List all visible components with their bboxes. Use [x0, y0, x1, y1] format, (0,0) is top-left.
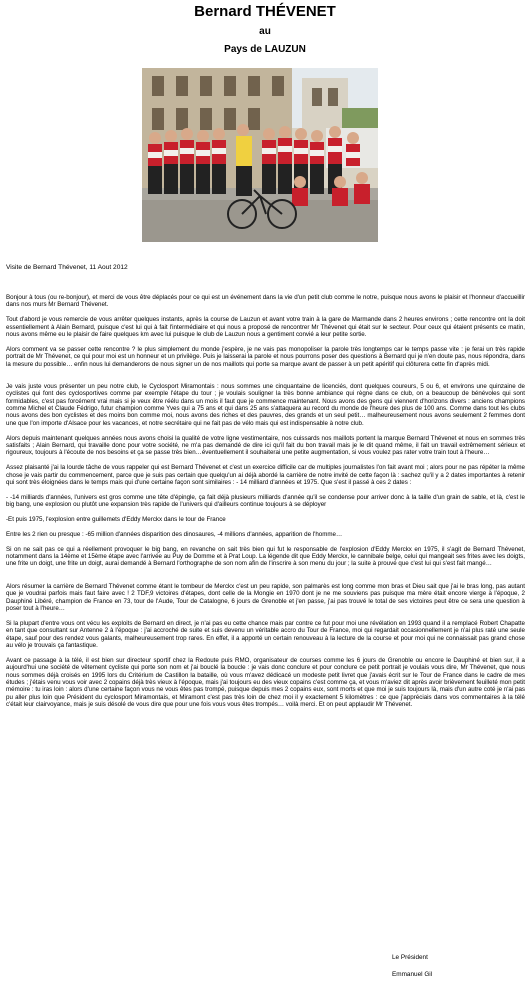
paragraph: -Et puis 1975, l'explosion entre guillemets d'Eddy Merckx dans le tour de France — [6, 516, 226, 524]
group-photo-illustration — [142, 68, 378, 242]
speech-text — [6, 294, 525, 716]
paragraph: Si la plupart d'entre vous ont vécu les exploits de Bernard en direct, je n'ai pas eu cette chance mais par contre ce fut pour moi une révélation en 1993 quand il a remplacé Robert Chapatte en tant que consultant sur Antenne 2 à l'époque : j'ai accroché de suite et suis devenu un véritable accro du Tour de France, moi qui regardait occasionnellement je n'ai plus raté une seule étape, sauf pour des rendez vous galants, malheureusement trop rares. En effet, il a apporté un certain renouveau à la lecture de la course et pour moi qui ne connaissait pas grand chose au vélo je trouvais ça fantastique. — [6, 619, 525, 649]
paragraph: Tout d'abord je vous remercie de vous arrêter quelques instants, après la course de Lauzun et avant votre train à la gare de Marmande dans 2 heures environs ; cette rencontre ont la doit essentiellement à Alain Bernard, puisque c'est lui qui à fait l'intermédiaire et qui nous a proposé de rencontrer Mr Thévenet qui était sur le secteur. Pour ceux qui étaient présents ce matin, nous avons même eu le plaisir de faire quelques km avec lui puisque le club de Lauzun nous a gentiment convié a leur petite sortie. — [6, 316, 525, 339]
paragraph: - -14 milliards d'années, l'univers est gros comme une tête d'épingle, ça fait déjà plusieurs milliards d'année qu'il se condense pour arriver donc à la taille d'un grain de sable, et là, c'est le big bang, une explosion ou plutôt une expansion très rapide de l'univers qui d'ailleurs continue toujours à se déployer — [6, 493, 525, 509]
paragraph: Alors résumer la carrière de Bernard Thévenet comme étant le tombeur de Merckx c'est un peu rapide, son palmarès est long comme mon bras et Dieu sait que j'ai le bras long, pas autant que je voudrai parfois mais faut faire avec ! 2 TDF,9 victoires d'étapes, dont celle de la Mongie en 1970 dont je ne me souviens pas puisque ma mère était encore vierge à l'époque, 2 Dauphiné Libéré, champion de France en 73, tour de l'Aude, Tour de Catalogne, 6 jours de Grenoble et j'en passe, j'ai pas trouvé le total de ses victoires peut être ce sera une question à poser tout à l'heure… — [6, 582, 525, 612]
paragraph: Je vais juste vous présenter un peu notre club, le Cyclosport Miramontais : nous sommes une cinquantaine de licenciés, dont quelques coureurs, 5 ou 6, et environs une quinzaine de cyclistes qui font des cyclosportives comme par exemple l'étape du tour ; je voulais souligner la très bonne ambiance qui règne dans ce club, on a beaucoup de bénévoles qui sont formidables, c'est pas forcément vrai mais si je veux être réélu dans un mois il faut que je commence maintenant. Nous avons des gens qui viennent d'horizons divers : anciens champions comme Michel et Claude Fédrigo, futur champion comme Yves qui a 75 ans et qui dans 25 ans s'attaquera au record du monde de l'heure des plus de 100 ans. Comme dans tout les clubs nous avons des bon cyclistes et des moins bon comme moi, nous avons des riches et des pauvres, des grands et un seul petit… malheureusement nous avons seulement 2 femmes dont une que l'on importe d'Alsace pour les vacances, et notre secrétaire qui ne fait pas de vélo mais qui est indispensable à notre club. — [6, 382, 525, 427]
signature-role: Le Président — [392, 954, 428, 961]
paragraph: Assez plaisanté j'ai la lourde tâche de vous rappeler qui est Bernard Thévenet et c'est un exercice difficile car de multiples journalistes l'on fait avant moi ; alors pour ne pas répéter la même chose je vais partir du commencement, parce que je suis pas certain que quelqu'un ai déjà abordé la carrière de notre invité de cette façon là : sachez qu'il y a 2 dates importantes à retenir qui sont très éloignées dans le temps mais qui d'une certaine façon sont similaires : - 14 milliard d'années et 1975. Que s'est il passé à ces 2 dates : — [6, 464, 525, 487]
title-connector: au — [259, 26, 271, 37]
photo-caption: Visite de Bernard Thévenet, 11 Aout 2012 — [6, 264, 128, 271]
paragraph: Bonjour à tous (ou re-bonjour), et merci de vous être déplacés pour ce qui est un événement dans la vie d'un petit club comme le notre, puisque nous avons le plaisir et l'honneur d'accueillir dans nos murs Mr Bernard Thévenet. — [6, 294, 525, 309]
paragraph: Avant ce passage à la télé, il est bien sur directeur sportif chez la Redoute puis RMO, organisateur de courses comme les 6 jours de Grenoble ou encore le Dauphiné et bien sur, il a aujourd'hui une société de vêtement cycliste qui porte son nom et j'ai bouclé la boucle : je vais donc conclure et pour conclure ce petit portrait je voulais vous dire, Mr Thévenet, que nous nous sommes déjà croisés en 1995 lors du Critérium de Castillon la bataille, où vous m'avez dédicacé un modeste petit livret que j'avais écrit sur le Tour de France dans le cadre de mes études ; j'étais venu vous voir avec 2 copains déjà très vieux à l'époque, mais j'ai toujours eu des vieux copains c'est comme ça, et vous m'aviez dit après avoir brièvement feuilleté mon petit mémoire : tu iras loin : alors d'une certaine façon vous ne vous êtes pas trompé, puisque depuis mes 2 copains eux, sont morts et que moi je suis toujours là, mais d'un autre coté je n'ai pas pu aller plus loin que Président du cyclosport Miramontais, et Miramont c'est pas très loin de chez moi il y exactement 5 kilomètres : ce que j'appréciais dans vos commentaires à la télé c'était leur clairvoyance, mais je suis désolé de vous dire que pour une fois vous vous êtes trompés… voilà merci. Et on peut applaudir Mr Thévenet. — [6, 656, 525, 709]
paragraph: Alors depuis maintenant quelques années nous avons choisi la qualité de votre ligne vestimentaire, nos cuissards nos maillots portent la marque Bernard Thévenet et nous en sommes très satisfaits ; Alain Bernard, qui travaille donc pour votre société, ne m'a pas demandé de dire ici qu'il fait du bon travail mais je le dit quand même, il fait un travail extrêmement sérieux et rigoureux, toujours à l'écoute de nos besoins et ça se passe très bien…éventuellement il souhaiterai une petite augmentation, si vous voulez pas rater votre train tout à l'heure… — [6, 434, 525, 457]
page-title: Bernard THÉVENET — [194, 3, 336, 20]
page-subtitle: Pays de LAUZUN — [224, 44, 306, 55]
group-photo — [142, 68, 378, 242]
paragraph: Alors comment va se passer cette rencontre ? le plus simplement du monde j'espère, je ne vais pas monopoliser la parole très longtemps car le temps passe vite : je ferai un très rapide portrait de Mr Thévenet, ce qui pour moi est un honneur et un privilège. Puis je laisserai la parole et nous pourrons poser des questions à Bernard qui je n'en doute pas, nous répondra, dans la mesure du possible… enfin nous lui demanderons de nous signer un de nos maillots qui porte sa marque avant de passer à un petit apéritif qui clôturera cette fin d'après midi. — [6, 345, 525, 368]
paragraph: Entre les 2 rien ou presque : -65 million d'années disparition des dinosaures, -4 millions d'années, apparition de l'homme… — [6, 530, 343, 538]
paragraph: Si on ne sait pas ce qui a réellement provoquer le big bang, en revanche on sait très bien qui fut le responsable de l'explosion d'Eddy Merckx en 1975, il s'agit de Bernard Thévenet, notamment dans la 14ème et 15ème étape avec l'arrivée au Puy de Domme et à Prat Loup. La légende dit que Eddy Merckx, le cannibale belge, celui qui mangeait ses frites avec les doigts, une frite un doigt, une frite un doigt, aurai demandé à Bernard l'orthographe de son nom afin de l'inscrire à son menu du jour ; la suite à prouvé que c'est lui qui s'est fait mangé… — [6, 545, 525, 568]
signature-name: Emmanuel Gil — [392, 971, 433, 978]
